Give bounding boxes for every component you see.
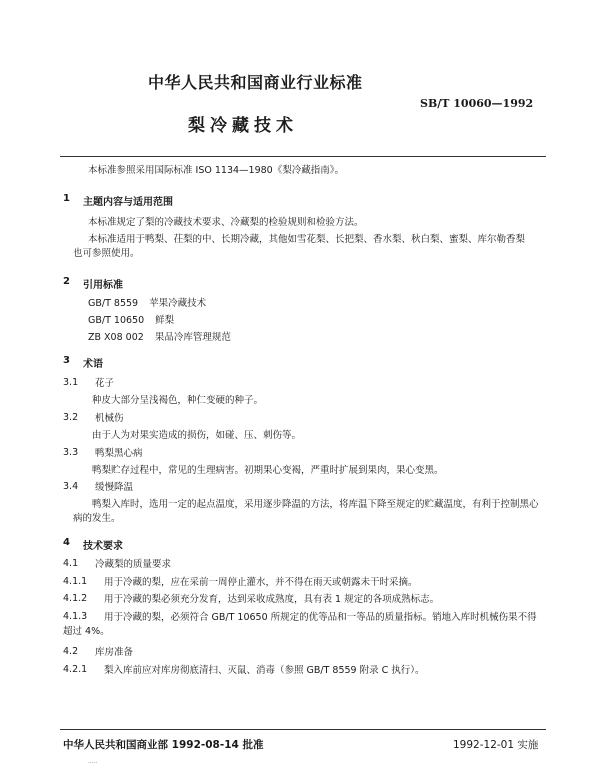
clause-number: 4.1	[63, 558, 79, 569]
clause-text: 用于冷藏的梨，应在采前一周停止灌水，并不得在雨天或朝露未干时采摘。	[104, 577, 418, 588]
approval-line: 中华人民共和国商业部 1992-08-14 批准	[63, 739, 264, 751]
term-name: 缓慢降温	[95, 482, 134, 493]
section-1-number: 1	[63, 193, 70, 204]
section-3-heading: 术语	[83, 359, 103, 370]
reference-item	[88, 331, 231, 345]
top-divider	[60, 156, 546, 157]
reference-name: 鲜梨	[155, 315, 175, 326]
page-marks: ·····	[88, 760, 98, 767]
standard-code: SB/T 10060—1992	[420, 97, 534, 110]
term-name: 花子	[95, 378, 115, 389]
clause-number: 4.1.1	[63, 576, 88, 587]
section-2-number: 2	[63, 276, 70, 287]
effective-date: 1992-12-01 实施	[453, 739, 539, 751]
reference-code: GB/T 8559	[88, 298, 139, 309]
bottom-divider	[60, 729, 546, 730]
clause-text: 用于冷藏的梨必须充分发育，达到采收成熟度，具有表 1 规定的各项成熟标志。	[104, 594, 440, 605]
clause-text: 用于冷藏的梨，必须符合 GB/T 10650 所规定的优等品和一等品的质量指标。销地入库时机械伤果不得超过 4%。	[63, 612, 537, 637]
clause-number: 4.2.1	[63, 664, 88, 675]
term-number: 3.1	[63, 377, 79, 388]
ministry-standard-header: 中华人民共和国商业行业标准	[148, 73, 363, 92]
term-number: 3.3	[63, 447, 79, 458]
term-definition: 鸭梨入库时，选用一定的起点温度，采用逐步降温的方法，将库温下降至规定的贮藏温度，有利于控制黑心病的发生。	[73, 499, 539, 524]
reference-item	[88, 297, 206, 311]
term-definition: 鸭梨贮存过程中，常见的生理病害。初期果心变褐，严重时扩展到果肉，果心变黑。	[92, 465, 444, 476]
reference-name: 果品冷库管理规范	[154, 332, 231, 343]
section-1-paragraph-1: 本标准规定了梨的冷藏技术要求、冷藏梨的检验规则和检验方法。	[88, 217, 364, 228]
intro-paragraph: 本标准参照采用国际标准 ISO 1134—1980《梨冷藏指南》。	[88, 165, 344, 176]
section-3-number: 3	[63, 355, 70, 366]
reference-item	[88, 314, 174, 328]
term-definition: 种皮大部分呈浅褐色，种仁变硬的种子。	[92, 395, 264, 406]
section-4-number: 4	[63, 537, 70, 548]
term-name: 机械伤	[95, 413, 124, 424]
clause-title: 库房准备	[95, 647, 134, 658]
clause-text: 梨入库前应对库房彻底清扫、灭鼠、消毒（参照 GB/T 8559 附录 C 执行）。	[104, 665, 425, 676]
section-4-heading: 技术要求	[83, 541, 123, 552]
term-definition: 由于人为对果实造成的损伤，如碰、压、刺伤等。	[92, 430, 302, 441]
term-name: 鸭梨黑心病	[95, 448, 143, 459]
section-2-heading: 引用标准	[83, 280, 123, 291]
reference-name: 苹果冷藏技术	[149, 298, 207, 309]
clause-number: 4.1.2	[63, 593, 88, 604]
term-number: 3.4	[63, 481, 79, 492]
term-number: 3.2	[63, 412, 79, 423]
document-title: 梨冷藏技术	[188, 116, 298, 136]
clause-number: 4.1.3	[63, 611, 88, 622]
clause-number: 4.2	[63, 646, 79, 657]
reference-code: GB/T 10650	[88, 315, 145, 326]
section-1-heading: 主题内容与适用范围	[83, 197, 173, 208]
section-1-paragraph-2: 本标准适用于鸭梨、茌梨的中、长期冷藏，其他如雪花梨、长把梨、香水梨、秋白梨、蜜梨、库尔勒香梨也可参照使用。	[73, 234, 526, 259]
clause-title: 冷藏梨的质量要求	[95, 559, 172, 570]
reference-code: ZB X08 002	[88, 332, 144, 343]
